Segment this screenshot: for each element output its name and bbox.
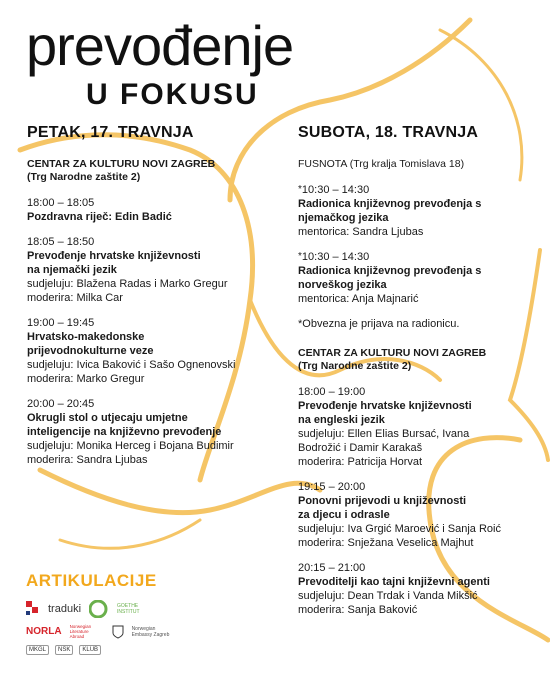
- event-time: 20:00 – 20:45: [27, 398, 95, 410]
- event-time: 19:15 – 20:00: [298, 481, 366, 493]
- event-participants: sudjeluju: Ivica Baković i Sašo Ognenovski: [27, 359, 236, 371]
- organizer-label: ARTIKULACIJE: [26, 571, 157, 590]
- traduki-logo: traduki: [48, 603, 82, 615]
- small-logo: MKGL: [26, 645, 49, 655]
- ministry-logo-icon: [26, 601, 40, 617]
- day-heading-friday: PETAK, 17. TRAVNJA: [27, 124, 194, 141]
- venue-name: CENTAR ZA KULTURU NOVI ZAGREB: [27, 158, 216, 170]
- event-item: [27, 316, 277, 386]
- asterisk-mark: *: [298, 251, 302, 262]
- venue-fusnota: FUSNOTA (Trg kralja Tomislava 18): [298, 158, 465, 170]
- logo-row-top: [26, 600, 186, 618]
- goethe-logo-text: GOETHE INSTITUT: [117, 603, 140, 615]
- event-title: Okrugli stol o utjecaju umjetne: [27, 412, 188, 424]
- title-main: prevođenje: [26, 14, 294, 77]
- venue-friday: [27, 158, 277, 184]
- event-moderator: moderira: Milka Car: [27, 292, 123, 304]
- saturday-column: [298, 124, 538, 628]
- event-moderator: moderira: Snježana Veselica Majhut: [298, 537, 474, 549]
- venue-address: (Trg Narodne zaštite 2): [298, 360, 412, 372]
- event-time-value: 10:30 – 14:30: [301, 251, 370, 263]
- event-item: [298, 183, 538, 239]
- event-time-value: 10:30 – 14:30: [301, 184, 370, 196]
- venue-address: (Trg Narodne zaštite 2): [27, 171, 141, 183]
- event-time: 18:00 – 18:05: [27, 197, 95, 209]
- event-participants: sudjeluju: Dean Trdak i Vanda Mikšić: [298, 590, 478, 602]
- event-time: 19:00 – 19:45: [27, 317, 95, 329]
- venue-name: CENTAR ZA KULTURU NOVI ZAGREB: [298, 347, 487, 359]
- event-item: [298, 250, 538, 306]
- logo-row-bottom: [26, 645, 186, 655]
- event-item: [27, 397, 277, 467]
- event-participants: sudjeluju: Monika Herceg i Bojana Budimir: [27, 440, 234, 452]
- event-title: Ponovni prijevodi u književnosti: [298, 495, 467, 507]
- friday-column: [27, 124, 277, 478]
- event-time: 18:00 – 19:00: [298, 386, 366, 398]
- event-mentor: mentorica: Anja Majnarić: [298, 293, 419, 305]
- small-logo: KLUB: [79, 645, 101, 655]
- event-time: [298, 183, 538, 197]
- event-title: prijevodnokulturne veze: [27, 345, 154, 357]
- event-title: Radionica književnog prevođenja s: [298, 198, 482, 210]
- event-participants: sudjeluju: Ellen Elias Bursać, Ivana: [298, 428, 470, 440]
- event-moderator: moderira: Sandra Ljubas: [27, 454, 148, 466]
- event-time: 20:15 – 21:00: [298, 562, 366, 574]
- event-title: Prevoditelji kao tajni književni agenti: [298, 576, 490, 588]
- day-heading-saturday: SUBOTA, 18. TRAVNJA: [298, 124, 479, 141]
- event-time: 18:05 – 18:50: [27, 236, 95, 248]
- event-title: Prevođenje hrvatske književnosti: [27, 250, 201, 262]
- logo-row-middle: [26, 624, 186, 639]
- event-moderator: moderira: Patricija Horvat: [298, 456, 423, 468]
- event-title: na engleski jezik: [298, 414, 385, 426]
- event-item: [27, 235, 277, 305]
- event-time: [298, 250, 538, 264]
- asterisk-mark: *: [298, 184, 302, 195]
- event-title: njemačkog jezika: [298, 212, 389, 224]
- event-title: Radionica književnog prevođenja s: [298, 265, 482, 277]
- goethe-logo-icon: [89, 600, 109, 618]
- norla-logo: NORLA: [26, 626, 62, 637]
- event-moderator: moderira: Marko Gregur: [27, 373, 145, 385]
- sponsor-logos: [26, 600, 186, 655]
- norla-subtitle: Norwegian Literature Abroad: [69, 624, 92, 639]
- registration-note: *Obvezna je prijava na radionicu.: [298, 318, 460, 330]
- event-participants: sudjeluju: Blažena Radas i Marko Gregur: [27, 278, 228, 290]
- event-moderator: moderira: Sanja Baković: [298, 604, 418, 616]
- event-title: na njemački jezik: [27, 264, 117, 276]
- event-participants: sudjeluju: Iva Grgić Maroević i Sanja Roić: [298, 523, 501, 535]
- venue-saturday: [298, 347, 538, 373]
- title-subtitle: U FOKUSU: [86, 78, 259, 111]
- embassy-logo: Norwegian Embassy Zagreb: [131, 625, 170, 638]
- event-item: [27, 196, 277, 224]
- event-item: [298, 561, 538, 617]
- small-logo: NSK: [55, 645, 73, 655]
- event-title: Hrvatsko-makedonske: [27, 331, 145, 343]
- event-title: Prevođenje hrvatske književnosti: [298, 400, 472, 412]
- norway-coat-of-arms-icon: [112, 625, 124, 639]
- event-item: [298, 385, 538, 469]
- event-participants: Bodrožić i Damir Karakaš: [298, 442, 423, 454]
- event-mentor: mentorica: Sandra Ljubas: [298, 226, 424, 238]
- event-title: Pozdravna riječ: Edin Badić: [27, 211, 172, 223]
- event-title: za djecu i odrasle: [298, 509, 390, 521]
- event-title: norveškog jezika: [298, 279, 387, 291]
- event-title: inteligencije na književno prevođenje: [27, 426, 222, 438]
- event-item: [298, 480, 538, 550]
